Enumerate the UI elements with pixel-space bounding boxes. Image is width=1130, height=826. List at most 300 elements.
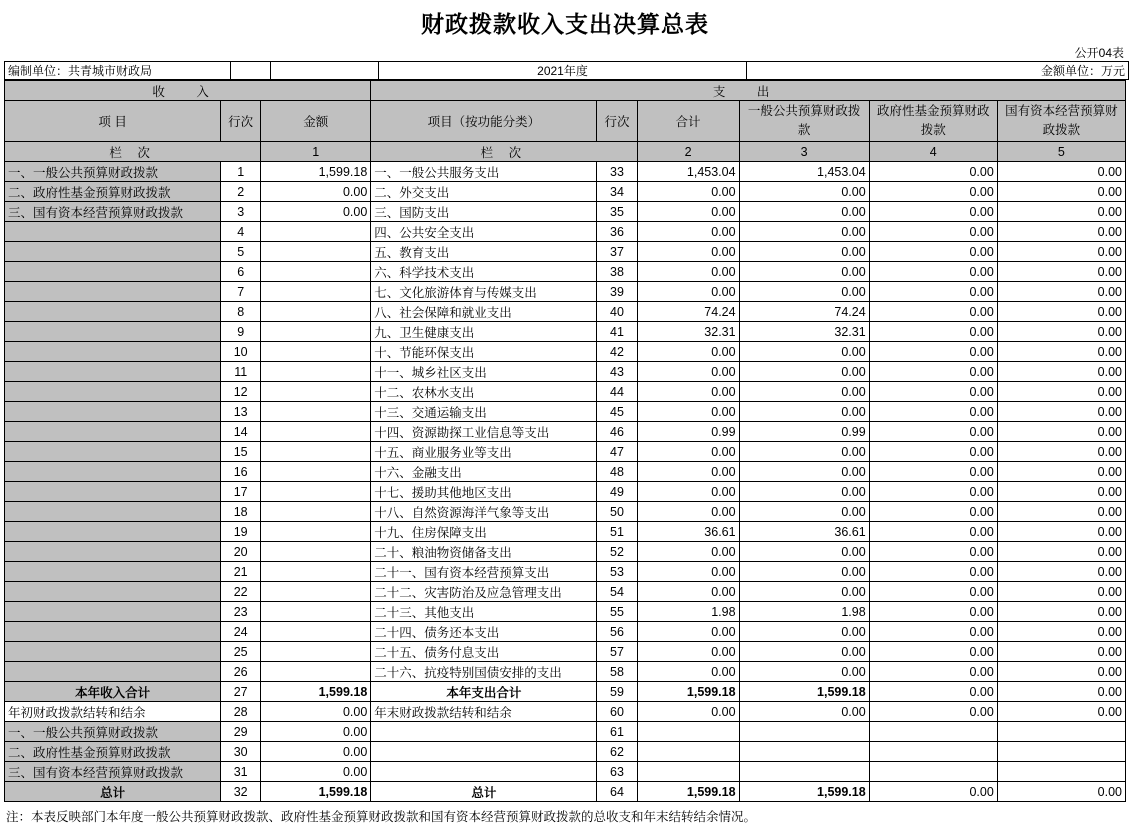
income-line-cell: 8	[221, 302, 261, 322]
expense-total-cell: 1,453.04	[637, 162, 739, 182]
income-amount-cell	[261, 302, 371, 322]
income-line-cell: 22	[221, 582, 261, 602]
income-line-cell: 7	[221, 282, 261, 302]
income-item-cell: 二、政府性基金预算财政拨款	[5, 182, 221, 202]
expense-capital-cell: 0.00	[997, 262, 1125, 282]
income-line-cell: 10	[221, 342, 261, 362]
income-item-cell: 总计	[5, 782, 221, 802]
income-group-header: 收 入	[5, 81, 371, 101]
expense-total-cell	[637, 742, 739, 762]
expense-general-cell: 0.00	[739, 582, 869, 602]
income-item-cell	[5, 542, 221, 562]
expense-item-cell: 六、科学技术支出	[371, 262, 597, 282]
income-col-num-1: 1	[261, 142, 371, 162]
expense-general-cell: 0.00	[739, 402, 869, 422]
income-line-cell: 20	[221, 542, 261, 562]
expense-item-cell: 总计	[371, 782, 597, 802]
expense-general-cell: 0.00	[739, 282, 869, 302]
expense-general-cell: 1,599.18	[739, 682, 869, 702]
expense-total-cell: 0.00	[637, 282, 739, 302]
table-row	[5, 422, 1126, 442]
table-row	[5, 462, 1126, 482]
income-item-cell	[5, 262, 221, 282]
expense-fund-cell: 0.00	[869, 562, 997, 582]
expense-item-cell	[371, 742, 597, 762]
income-item-cell	[5, 382, 221, 402]
income-line-cell: 15	[221, 442, 261, 462]
expense-line-cell: 53	[597, 562, 637, 582]
income-item-cell: 三、国有资本经营预算财政拨款	[5, 202, 221, 222]
form-code: 公开04表	[1074, 46, 1124, 60]
expense-line-cell: 62	[597, 742, 637, 762]
expense-capital-cell: 0.00	[997, 442, 1125, 462]
income-item-cell	[5, 322, 221, 342]
table-row	[5, 522, 1126, 542]
expense-capital-cell: 0.00	[997, 562, 1125, 582]
table-row	[5, 482, 1126, 502]
table-row	[5, 722, 1126, 742]
expense-item-cell: 三、国防支出	[371, 202, 597, 222]
income-item-cell	[5, 462, 221, 482]
expense-general-cell	[739, 742, 869, 762]
expense-item-cell: 一、一般公共服务支出	[371, 162, 597, 182]
expense-line-cell: 61	[597, 722, 637, 742]
expense-capital-cell: 0.00	[997, 162, 1125, 182]
income-amount-cell	[261, 382, 371, 402]
expense-capital-cell: 0.00	[997, 242, 1125, 262]
expense-total-cell: 0.00	[637, 662, 739, 682]
expense-item-cell: 二十五、债务付息支出	[371, 642, 597, 662]
expense-general-cell: 1,599.18	[739, 782, 869, 802]
income-amount-cell: 0.00	[261, 702, 371, 722]
expense-line-cell: 41	[597, 322, 637, 342]
income-line-cell: 23	[221, 602, 261, 622]
income-item-cell	[5, 442, 221, 462]
expense-line-cell: 45	[597, 402, 637, 422]
expense-capital-cell: 0.00	[997, 302, 1125, 322]
income-amount-cell	[261, 222, 371, 242]
expense-fund-cell: 0.00	[869, 222, 997, 242]
expense-line-header: 行次	[597, 101, 637, 142]
expense-fund-cell: 0.00	[869, 202, 997, 222]
expense-fund-cell: 0.00	[869, 702, 997, 722]
expense-line-cell: 54	[597, 582, 637, 602]
expense-fund-cell: 0.00	[869, 242, 997, 262]
expense-line-cell: 58	[597, 662, 637, 682]
expense-fund-cell: 0.00	[869, 522, 997, 542]
expense-item-cell: 二十二、灾害防治及应急管理支出	[371, 582, 597, 602]
expense-total-cell: 0.00	[637, 482, 739, 502]
income-item-cell: 一、一般公共预算财政拨款	[5, 722, 221, 742]
expense-capital-cell: 0.00	[997, 702, 1125, 722]
expense-general-cell: 0.00	[739, 542, 869, 562]
expense-col-num-4: 4	[869, 142, 997, 162]
expense-line-cell: 44	[597, 382, 637, 402]
expense-capital-cell: 0.00	[997, 402, 1125, 422]
expense-general-cell: 74.24	[739, 302, 869, 322]
table-row	[5, 622, 1126, 642]
income-item-cell: 三、国有资本经营预算财政拨款	[5, 762, 221, 782]
expense-capital-cell: 0.00	[997, 482, 1125, 502]
expense-item-cell: 二十、粮油物资储备支出	[371, 542, 597, 562]
income-amount-header: 金额	[261, 101, 371, 142]
expense-item-header: 项目（按功能分类）	[371, 101, 597, 142]
expense-capital-cell: 0.00	[997, 462, 1125, 482]
expense-fund-cell: 0.00	[869, 542, 997, 562]
expense-general-cell: 0.00	[739, 562, 869, 582]
income-line-cell: 19	[221, 522, 261, 542]
table-row	[5, 262, 1126, 282]
expense-total-cell	[637, 762, 739, 782]
expense-total-cell: 0.00	[637, 562, 739, 582]
income-item-cell	[5, 562, 221, 582]
expense-total-cell: 0.00	[637, 362, 739, 382]
income-line-header: 行次	[221, 101, 261, 142]
income-line-cell: 14	[221, 422, 261, 442]
income-line-cell: 24	[221, 622, 261, 642]
expense-capital-cell: 0.00	[997, 362, 1125, 382]
expense-item-cell: 十六、金融支出	[371, 462, 597, 482]
expense-total-cell: 0.00	[637, 182, 739, 202]
expense-fund-cell: 0.00	[869, 162, 997, 182]
expense-capital-cell: 0.00	[997, 422, 1125, 442]
income-item-cell	[5, 402, 221, 422]
income-item-cell	[5, 342, 221, 362]
expense-line-cell: 55	[597, 602, 637, 622]
expense-general-cell: 0.00	[739, 202, 869, 222]
table-row	[5, 442, 1126, 462]
expense-item-cell: 十四、资源勘探工业信息等支出	[371, 422, 597, 442]
income-line-cell: 21	[221, 562, 261, 582]
expense-total-cell: 1,599.18	[637, 782, 739, 802]
expense-capital-cell: 0.00	[997, 622, 1125, 642]
income-amount-cell: 1,599.18	[261, 162, 371, 182]
expense-general-cell: 1,453.04	[739, 162, 869, 182]
expense-item-cell: 十八、自然资源海洋气象等支出	[371, 502, 597, 522]
table-row	[5, 602, 1126, 622]
expense-total-cell: 0.00	[637, 262, 739, 282]
expense-fund-cell: 0.00	[869, 582, 997, 602]
expense-line-cell: 46	[597, 422, 637, 442]
expense-general-cell	[739, 722, 869, 742]
table-row	[5, 542, 1126, 562]
expense-total-cell: 0.00	[637, 382, 739, 402]
expense-general-cell: 0.00	[739, 642, 869, 662]
income-amount-cell	[261, 642, 371, 662]
income-line-cell: 12	[221, 382, 261, 402]
table-row	[5, 222, 1126, 242]
expense-general-header: 一般公共预算财政拨款	[739, 101, 869, 142]
expense-total-cell: 0.00	[637, 542, 739, 562]
expense-general-cell: 0.00	[739, 482, 869, 502]
income-line-cell: 4	[221, 222, 261, 242]
expense-item-cell: 十五、商业服务业等支出	[371, 442, 597, 462]
table-row	[5, 402, 1126, 422]
amount-unit: 金额单位：万元	[747, 62, 1129, 80]
expense-item-cell: 十七、援助其他地区支出	[371, 482, 597, 502]
income-line-cell: 2	[221, 182, 261, 202]
expense-general-cell: 0.00	[739, 242, 869, 262]
expense-general-cell: 0.00	[739, 262, 869, 282]
income-amount-cell: 0.00	[261, 762, 371, 782]
expense-total-cell: 0.00	[637, 462, 739, 482]
income-item-cell	[5, 362, 221, 382]
table-row	[5, 762, 1126, 782]
income-item-cell: 年初财政拨款结转和结余	[5, 702, 221, 722]
expense-item-cell: 二十一、国有资本经营预算支出	[371, 562, 597, 582]
prepared-by: 编制单位：共青城市财政局	[5, 62, 231, 80]
expense-capital-cell: 0.00	[997, 782, 1125, 802]
income-item-cell	[5, 282, 221, 302]
expense-fund-cell	[869, 742, 997, 762]
expense-col-num-2: 2	[637, 142, 739, 162]
expense-item-cell: 十、节能环保支出	[371, 342, 597, 362]
expense-total-header: 合计	[637, 101, 739, 142]
expense-fund-cell: 0.00	[869, 602, 997, 622]
income-amount-cell: 1,599.18	[261, 682, 371, 702]
expense-line-cell: 64	[597, 782, 637, 802]
income-amount-cell	[261, 562, 371, 582]
expense-item-cell: 五、教育支出	[371, 242, 597, 262]
table-row	[5, 642, 1126, 662]
table-row	[5, 202, 1126, 222]
expense-fund-cell	[869, 762, 997, 782]
table-row	[5, 182, 1126, 202]
income-line-cell: 30	[221, 742, 261, 762]
income-line-cell: 1	[221, 162, 261, 182]
income-item-cell	[5, 622, 221, 642]
expense-item-cell: 本年支出合计	[371, 682, 597, 702]
expense-general-cell: 0.00	[739, 662, 869, 682]
table-row	[5, 682, 1126, 702]
expense-fund-cell: 0.00	[869, 782, 997, 802]
income-item-cell	[5, 242, 221, 262]
column-number-row	[5, 142, 1126, 162]
income-amount-cell: 0.00	[261, 182, 371, 202]
fiscal-year: 2021年度	[379, 62, 747, 80]
income-line-cell: 13	[221, 402, 261, 422]
income-item-cell	[5, 582, 221, 602]
expense-item-cell	[371, 762, 597, 782]
income-line-cell: 28	[221, 702, 261, 722]
expense-total-cell: 0.00	[637, 442, 739, 462]
table-row	[5, 702, 1126, 722]
expense-total-cell: 0.00	[637, 342, 739, 362]
expense-fund-cell: 0.00	[869, 642, 997, 662]
income-amount-cell	[261, 542, 371, 562]
expense-fund-cell: 0.00	[869, 342, 997, 362]
expense-fund-header: 政府性基金预算财政拨款	[869, 101, 997, 142]
expense-item-cell: 四、公共安全支出	[371, 222, 597, 242]
expense-total-cell: 32.31	[637, 322, 739, 342]
expense-item-cell: 二十四、债务还本支出	[371, 622, 597, 642]
expense-item-cell: 二、外交支出	[371, 182, 597, 202]
income-amount-cell: 0.00	[261, 742, 371, 762]
income-amount-cell	[261, 462, 371, 482]
expense-item-cell: 八、社会保障和就业支出	[371, 302, 597, 322]
income-line-cell: 5	[221, 242, 261, 262]
income-line-cell: 25	[221, 642, 261, 662]
expense-line-cell: 50	[597, 502, 637, 522]
expense-total-cell: 0.00	[637, 622, 739, 642]
expense-capital-cell: 0.00	[997, 202, 1125, 222]
expense-item-cell: 十一、城乡社区支出	[371, 362, 597, 382]
income-item-cell	[5, 422, 221, 442]
expense-item-cell: 年末财政拨款结转和结余	[371, 702, 597, 722]
expense-item-cell: 九、卫生健康支出	[371, 322, 597, 342]
expense-fund-cell: 0.00	[869, 322, 997, 342]
expense-general-cell: 0.00	[739, 702, 869, 722]
expense-general-cell: 0.00	[739, 382, 869, 402]
income-item-cell	[5, 302, 221, 322]
expense-col-num-5: 5	[997, 142, 1125, 162]
expense-item-cell: 十九、住房保障支出	[371, 522, 597, 542]
expense-capital-cell: 0.00	[997, 522, 1125, 542]
expense-fund-cell: 0.00	[869, 182, 997, 202]
income-amount-cell	[261, 342, 371, 362]
expense-fund-cell: 0.00	[869, 262, 997, 282]
table-row	[5, 162, 1126, 182]
income-item-cell	[5, 482, 221, 502]
expense-line-cell: 47	[597, 442, 637, 462]
financial-table	[4, 80, 1126, 802]
income-amount-cell	[261, 522, 371, 542]
meta-spacer-1	[231, 62, 271, 80]
expense-capital-cell	[997, 742, 1125, 762]
income-item-cell	[5, 642, 221, 662]
expense-item-cell: 二十三、其他支出	[371, 602, 597, 622]
expense-line-cell: 51	[597, 522, 637, 542]
table-row	[5, 662, 1126, 682]
expense-line-cell: 57	[597, 642, 637, 662]
expense-fund-cell: 0.00	[869, 622, 997, 642]
expense-fund-cell	[869, 722, 997, 742]
income-line-cell: 29	[221, 722, 261, 742]
income-line-cell: 9	[221, 322, 261, 342]
expense-capital-cell: 0.00	[997, 582, 1125, 602]
income-line-cell: 6	[221, 262, 261, 282]
income-amount-cell: 1,599.18	[261, 782, 371, 802]
income-amount-cell: 0.00	[261, 722, 371, 742]
income-item-cell	[5, 602, 221, 622]
expense-fund-cell: 0.00	[869, 482, 997, 502]
expense-capital-cell: 0.00	[997, 342, 1125, 362]
expense-fund-cell: 0.00	[869, 442, 997, 462]
expense-fund-cell: 0.00	[869, 502, 997, 522]
expense-fund-cell: 0.00	[869, 422, 997, 442]
expense-capital-cell: 0.00	[997, 282, 1125, 302]
table-row	[5, 302, 1126, 322]
expense-line-cell: 63	[597, 762, 637, 782]
table-row	[5, 382, 1126, 402]
income-item-cell: 一、一般公共预算财政拨款	[5, 162, 221, 182]
income-item-header: 项 目	[5, 101, 221, 142]
expense-general-cell: 0.00	[739, 622, 869, 642]
income-item-cell: 本年收入合计	[5, 682, 221, 702]
expense-total-cell: 74.24	[637, 302, 739, 322]
meta-spacer-2	[271, 62, 379, 80]
expense-item-cell	[371, 722, 597, 742]
income-amount-cell	[261, 622, 371, 642]
expense-col-num-3: 3	[739, 142, 869, 162]
income-line-cell: 32	[221, 782, 261, 802]
income-item-cell	[5, 502, 221, 522]
expense-general-cell: 0.00	[739, 462, 869, 482]
income-amount-cell: 0.00	[261, 202, 371, 222]
expense-item-cell: 七、文化旅游体育与传媒支出	[371, 282, 597, 302]
expense-line-cell: 40	[597, 302, 637, 322]
expense-total-cell: 0.00	[637, 402, 739, 422]
expense-item-cell: 十三、交通运输支出	[371, 402, 597, 422]
income-line-cell: 27	[221, 682, 261, 702]
expense-capital-cell: 0.00	[997, 662, 1125, 682]
income-line-cell: 18	[221, 502, 261, 522]
expense-capital-cell: 0.00	[997, 682, 1125, 702]
expense-line-cell: 60	[597, 702, 637, 722]
income-amount-cell	[261, 482, 371, 502]
table-row	[5, 582, 1126, 602]
table-row	[5, 742, 1126, 762]
expense-total-cell: 0.99	[637, 422, 739, 442]
expense-general-cell: 0.99	[739, 422, 869, 442]
table-row	[5, 342, 1126, 362]
expense-fund-cell: 0.00	[869, 402, 997, 422]
table-row	[5, 322, 1126, 342]
expense-capital-cell: 0.00	[997, 322, 1125, 342]
income-line-cell: 3	[221, 202, 261, 222]
income-line-cell: 26	[221, 662, 261, 682]
expense-general-cell: 36.61	[739, 522, 869, 542]
expense-general-cell: 0.00	[739, 442, 869, 462]
expense-general-cell	[739, 762, 869, 782]
income-amount-cell	[261, 422, 371, 442]
table-row	[5, 502, 1126, 522]
expense-total-cell: 0.00	[637, 222, 739, 242]
expense-capital-cell: 0.00	[997, 502, 1125, 522]
income-amount-cell	[261, 282, 371, 302]
expense-total-cell: 0.00	[637, 242, 739, 262]
expense-column-label: 栏 次	[371, 142, 637, 162]
income-amount-cell	[261, 402, 371, 422]
table-note: 注：本表反映部门本年度一般公共预算财政拨款、政府性基金预算财政拨款和国有资本经营预算财政拨款的总收支和年末结转结余情况。	[6, 810, 757, 824]
page-title: 财政拨款收入支出决算总表	[421, 11, 709, 38]
expense-general-cell: 0.00	[739, 342, 869, 362]
expense-total-cell: 0.00	[637, 642, 739, 662]
expense-capital-cell: 0.00	[997, 642, 1125, 662]
expense-total-cell: 36.61	[637, 522, 739, 542]
meta-row	[4, 61, 1129, 80]
expense-line-cell: 33	[597, 162, 637, 182]
expense-line-cell: 35	[597, 202, 637, 222]
expense-group-header: 支 出	[371, 81, 1126, 101]
expense-total-cell: 0.00	[637, 202, 739, 222]
income-item-cell: 二、政府性基金预算财政拨款	[5, 742, 221, 762]
expense-fund-cell: 0.00	[869, 682, 997, 702]
expense-fund-cell: 0.00	[869, 382, 997, 402]
expense-capital-cell: 0.00	[997, 382, 1125, 402]
expense-general-cell: 1.98	[739, 602, 869, 622]
expense-fund-cell: 0.00	[869, 462, 997, 482]
table-row	[5, 282, 1126, 302]
income-item-cell	[5, 222, 221, 242]
expense-general-cell: 0.00	[739, 182, 869, 202]
expense-general-cell: 0.00	[739, 222, 869, 242]
expense-line-cell: 56	[597, 622, 637, 642]
expense-capital-header: 国有资本经营预算财政拨款	[997, 101, 1125, 142]
income-amount-cell	[261, 442, 371, 462]
table-row	[5, 782, 1126, 802]
expense-fund-cell: 0.00	[869, 362, 997, 382]
